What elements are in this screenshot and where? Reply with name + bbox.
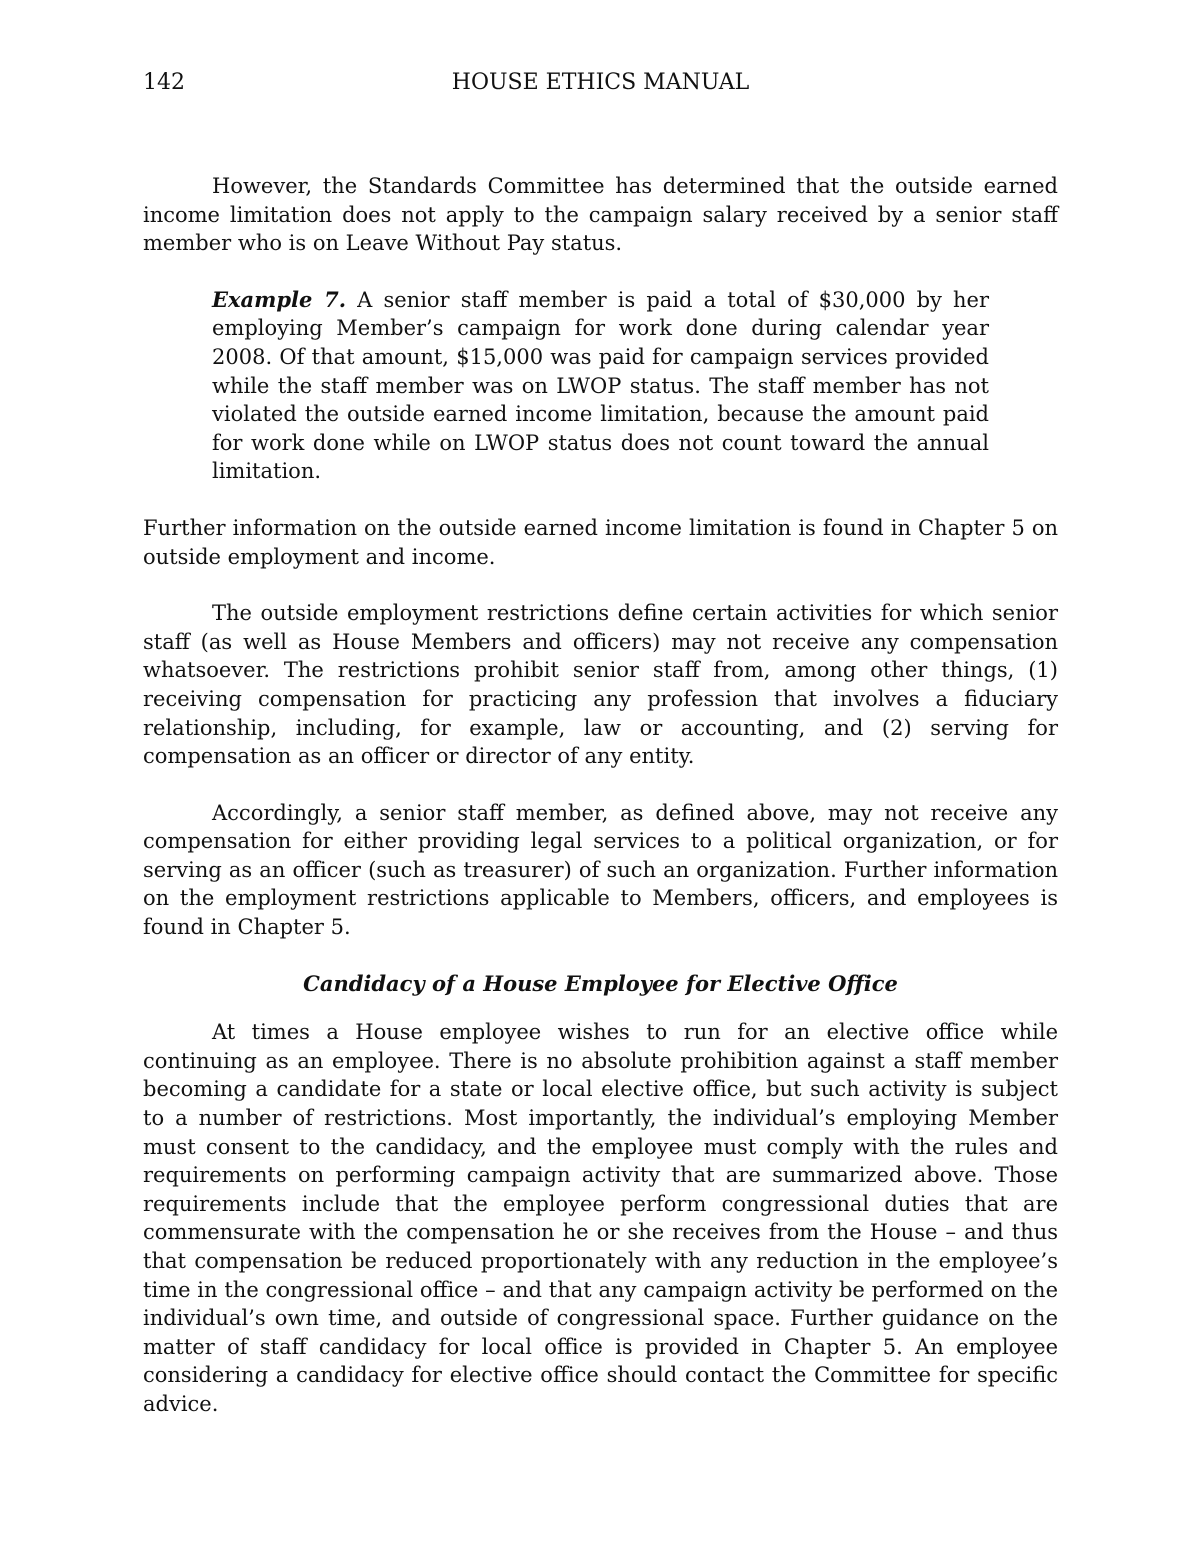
page-number: 142 — [143, 70, 185, 95]
paragraph-leave-without-pay: However, the Standards Committee has determined that the outside earned income limitation does not apply to the campaign salary received by a senior staff member who is on Leave Without Pay status. — [143, 174, 1058, 256]
page-header — [143, 70, 1058, 104]
example-7-block — [212, 286, 989, 486]
paragraph-candidacy: At times a House employee wishes to run for an elective office while continuing as an employee. There is no absolute prohibition against a staff member becoming a candidate for a state or local elective office, but such activity is subject to a number of restrictions. Most importantly, the individual’s employing Member must consent to the candidacy, and the employee must comply with the rules and requirements on performing campaign activity that are summarized above. Those requirements include that the employee perform congressional duties that are commensurate with the compensation he or she receives from the House – and thus that compensation be reduced proportionately with any reduction in the employee’s time in the congressional office – and that any campaign activity be performed on the individual’s own time, and outside of congressional space. Further guidance on the matter of staff candidacy for local office is provided in Chapter 5. An employee considering a candidacy for elective office should contact the Committee for specific advice. — [143, 1020, 1058, 1416]
running-title: HOUSE ETHICS MANUAL — [451, 70, 750, 95]
paragraph-legal-services: Accordingly, a senior staff member, as defined above, may not receive any compensation for either providing legal services to a political organization, or for serving as an officer (such as treasurer) of such an organization. Further information on the employment restrictions applicable to Members, officers, and employees is found in Chapter 5. — [143, 800, 1058, 940]
body-text — [143, 172, 1058, 1419]
example-label: Example 7. — [212, 286, 347, 312]
paragraph-further-information: Further information on the outside earned income limitation is found in Chapter 5 on outside employment and income. — [143, 515, 1058, 569]
section-heading: Candidacy of a House Employee for Elective Office — [303, 970, 898, 996]
example-text: A senior staff member is paid a total of $30,000 by her employing Member’s campaign for work done during calendar year 2008. Of that amount, $15,000 was paid for campaign services provided while the staff member was on LWOP status. The staff member has not violated the outside earned income limitation, because the amount paid for work done while on LWOP status does not count toward the annual limitation. — [212, 287, 990, 484]
paragraph-employment-restrictions: The outside employment restrictions define certain activities for which senior staff (as well as House Members and officers) may not receive any compensation whatsoever. The restrictions prohibit senior staff from, among other things, (1) receiving compensation for practicing any profession that involves a fiduciary relationship, including, for example, law or accounting, and (2) serving for compensation as an officer or director of any entity. — [143, 601, 1058, 769]
